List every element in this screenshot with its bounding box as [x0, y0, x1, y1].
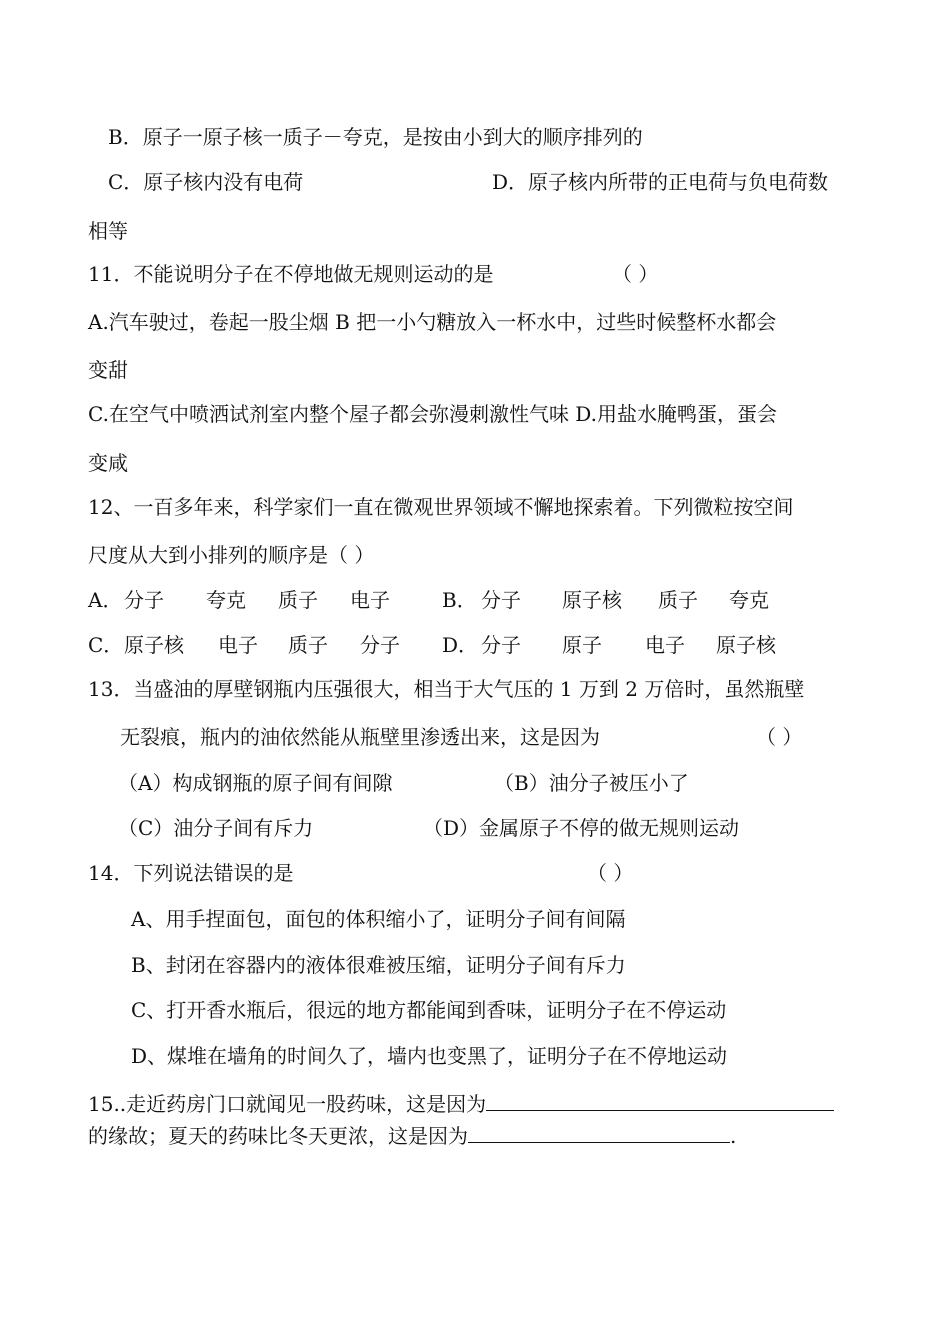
- q12-option-d-item: 分子: [481, 633, 521, 657]
- q13-option-b: （B）油分子被压小了: [494, 771, 689, 795]
- q14-option-c: C、打开香水瓶后，很远的地方都能闻到香味，证明分子在不停运动: [131, 998, 727, 1022]
- q12-option-d-item: 原子核: [716, 633, 776, 657]
- q15-line2-end: .: [730, 1124, 737, 1148]
- q11-options-cd-continued: 变咸: [88, 451, 128, 475]
- q11-options-cd: C.在空气中喷洒试剂室内整个屋子都会弥漫刺激性气味 D.用盐水腌鸭蛋，蛋会: [88, 402, 777, 426]
- q12-option-a-item: 质子: [278, 588, 318, 612]
- q13-stem-line1: 13．当盛油的厚壁钢瓶内压强很大，相当于大气压的 1 万到 2 万倍时，虽然瓶壁: [88, 677, 805, 701]
- q14-option-b: B、封闭在容器内的液体很难被压缩，证明分子间有斥力: [131, 953, 626, 977]
- q12-option-d-item: 原子: [562, 633, 602, 657]
- q13-option-c: （C）油分子间有斥力: [118, 816, 314, 840]
- q15-line2-text: 的缘故；夏天的药味比冬天更浓，这是因为: [88, 1124, 468, 1148]
- q13-option-a: （A）构成钢瓶的原子间有间隙: [118, 771, 393, 795]
- q13-option-d: （D）金属原子不停的做无规则运动: [423, 816, 740, 840]
- q15-blank-2[interactable]: [468, 1122, 730, 1143]
- q11-options-ab-continued: 变甜: [88, 358, 128, 382]
- q15-line2: [88, 1122, 736, 1149]
- q12-option-c-label: C．: [88, 633, 124, 657]
- q15-blank-1[interactable]: [486, 1090, 834, 1111]
- q12-option-b-item: 夸克: [729, 588, 769, 612]
- q12-option-b-label: B．: [442, 588, 477, 612]
- q11-options-ab: A.汽车驶过，卷起一股尘烟 B 把一小勺糖放入一杯水中，过些时候整杯水都会: [88, 310, 777, 334]
- q14-option-d: D、煤堆在墙角的时间久了，墙内也变黑了，证明分子在不停地运动: [131, 1044, 728, 1068]
- q12-option-c-item: 原子核: [124, 633, 184, 657]
- q12-option-c-item: 电子: [218, 633, 258, 657]
- q12-option-a-item: 电子: [350, 588, 390, 612]
- q11-answer-paren: （ ）: [612, 262, 659, 286]
- q13-answer-paren: （ ）: [756, 725, 803, 749]
- q12-option-a-item: 夸克: [206, 588, 246, 612]
- q12-option-b-item: 质子: [658, 588, 698, 612]
- q15-line1-text: 15..走近药房门口就闻见一股药味，这是因为: [88, 1092, 487, 1116]
- q13-stem-line2: 无裂痕，瓶内的油依然能从瓶壁里渗透出来，这是因为: [120, 725, 600, 749]
- q12-stem-line1: 12、一百多年来，科学家们一直在微观世界领域不懈地探索着。下列微粒按空间: [88, 495, 794, 519]
- q14-option-a: A、用手捏面包，面包的体积缩小了，证明分子间有间隔: [131, 907, 626, 931]
- q14-stem: 14．下列说法错误的是: [88, 861, 294, 885]
- q12-option-a-label: A．: [88, 588, 123, 612]
- q12-option-c-item: 分子: [360, 633, 400, 657]
- q14-answer-paren: （ ）: [587, 861, 634, 885]
- q10-option-d: D．原子核内所带的正电荷与负电荷数: [492, 170, 829, 194]
- q10-option-b: B．原子一原子核一质子－夸克，是按由小到大的顺序排列的: [108, 125, 643, 149]
- q15-line1: [88, 1090, 834, 1117]
- q12-stem-line2: 尺度从大到小排列的顺序是（ ）: [88, 543, 375, 567]
- q12-option-a-item: 分子: [124, 588, 164, 612]
- q12-option-b-item: 原子核: [562, 588, 622, 612]
- q12-option-d-item: 电子: [645, 633, 685, 657]
- q12-option-c-item: 质子: [288, 633, 328, 657]
- q10-option-d-continued: 相等: [88, 219, 128, 243]
- q11-stem: 11．不能说明分子在不停地做无规则运动的是: [88, 262, 494, 286]
- q12-option-b-item: 分子: [481, 588, 521, 612]
- q12-option-d-label: D．: [442, 633, 479, 657]
- q10-option-c: C．原子核内没有电荷: [108, 170, 304, 194]
